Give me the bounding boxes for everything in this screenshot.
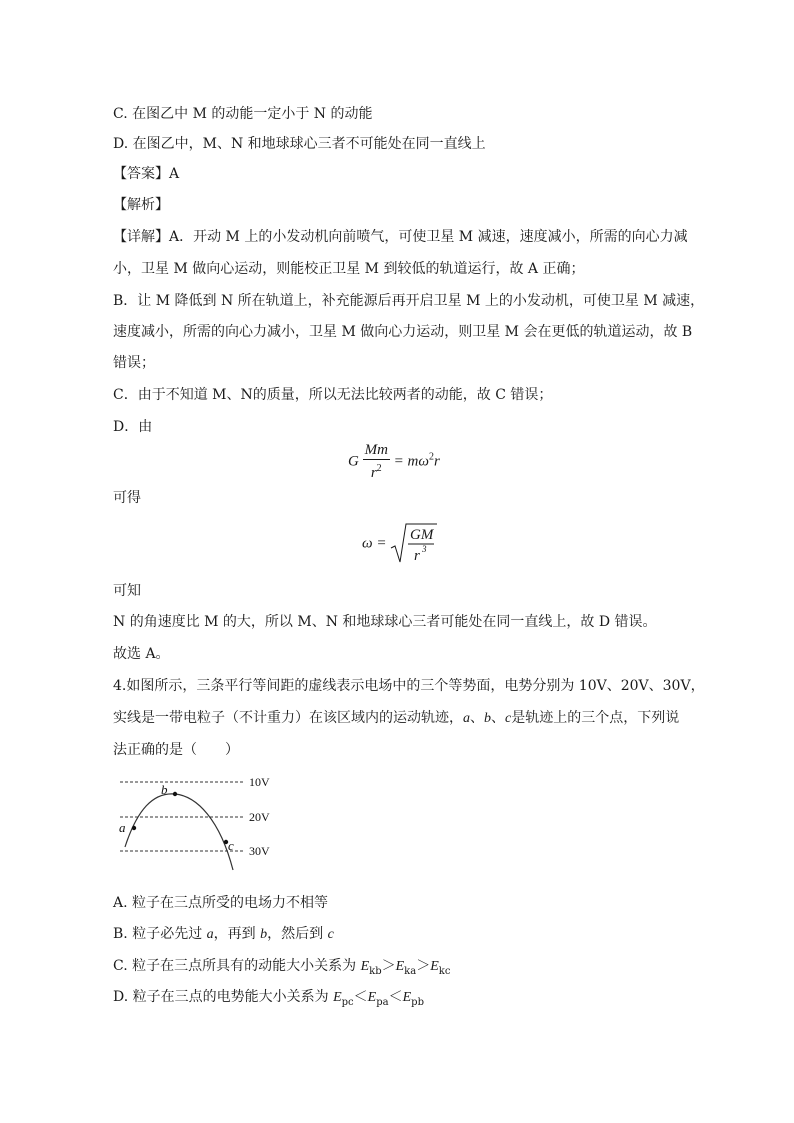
explanation-line-8: 可得 (113, 490, 141, 506)
explanation-line-3: B．让 M 降低到 N 所在轨道上，补充能源后再开启卫星 M 上的小发动机，可使卫星 M 减速， (113, 293, 705, 309)
explanation-line-7: D．由 (113, 419, 153, 435)
option-d: D. 粒子在三点的电势能大小关系为 $E_{pc}<E_{pa}<E_{pb}$ (113, 989, 424, 1008)
explanation-line-4: 速度减小，所需的向心力减小，卫星 M 做向心力运动，则卫星 M 会在更低的轨道运动，故 B (113, 324, 693, 340)
label-10v: 10V (249, 775, 270, 789)
explanation-line-9: 可知 (113, 583, 141, 599)
question-4-line-2: 实线是一带电粒子（不计重力）在该区域内的运动轨迹，a、b、c是轨迹上的三个点，下列说 (113, 710, 680, 726)
option-c: C. 粒子在三点所具有的动能大小关系为 $E_{kb}>E_{ka}>E_{kc}$ (113, 958, 451, 977)
svg-text:GM: GM (410, 527, 434, 543)
explanation-line-5: 错误； (113, 355, 155, 371)
particle-trajectory (125, 794, 233, 870)
question-4-line-1: 4.如图所示，三条平行等间距的虚线表示电场中的三个等势面，电势分别为 10V、20V、30V， (113, 678, 705, 694)
answer-line (113, 164, 179, 184)
label-30v: 30V (249, 844, 270, 858)
explanation-line-1: 【详解】A．开动 M 上的小发动机向前喷气，可使卫星 M 减速，速度减小，所需的向心力减 (113, 229, 688, 245)
answer-value: A (169, 166, 180, 182)
svg-text:r: r (414, 548, 421, 564)
analysis-tag: 【解析】 (113, 197, 169, 213)
option-d-previous: D. 在图乙中，M、N 和地球球心三者不可能处在同一直线上 (113, 136, 486, 152)
explanation-line-11: 故选 A。 (113, 646, 170, 662)
option-a: A. 粒子在三点所受的电场力不相等 (113, 895, 329, 911)
point-c-label: c (228, 838, 234, 853)
point-a-label: a (119, 820, 126, 835)
answer-tag: 【答案】 (113, 166, 169, 182)
explanation-line-2: 小，卫星 M 做向心运动，则能校正卫星 M 到较低的轨道运行，故 A 正确； (113, 261, 585, 277)
point-b-label: b (161, 782, 168, 797)
formula-gravity: G $\frac{Mm}{r^2}$ = $m\omega^2r$ (348, 442, 440, 481)
formula-gravity-fraction: $\frac{Mm}{r^2}$ (364, 442, 388, 481)
sqrt-sign-icon (390, 522, 438, 566)
question-4-line-3: 法正确的是（ ） (113, 742, 239, 758)
label-20v: 20V (249, 810, 270, 824)
point-a-dot (132, 826, 136, 830)
svg-text:3: 3 (422, 544, 427, 554)
formula-omega: ω = GM r 3 (362, 522, 438, 566)
option-c-previous: C. 在图乙中 M 的动能一定小于 N 的动能 (113, 106, 373, 122)
trajectory-figure (115, 770, 285, 880)
option-b: B. 粒子必先过 a，再到 b，然后到 c (113, 926, 334, 942)
explanation-line-6: C．由于不知道 M、N的质量，所以无法比较两者的动能，故 C 错误； (113, 387, 553, 403)
point-b-dot (173, 792, 177, 796)
explanation-line-10: N 的角速度比 M 的大，所以 M、N 和地球球心三者可能处在同一直线上，故 D 错误。 (113, 614, 657, 630)
